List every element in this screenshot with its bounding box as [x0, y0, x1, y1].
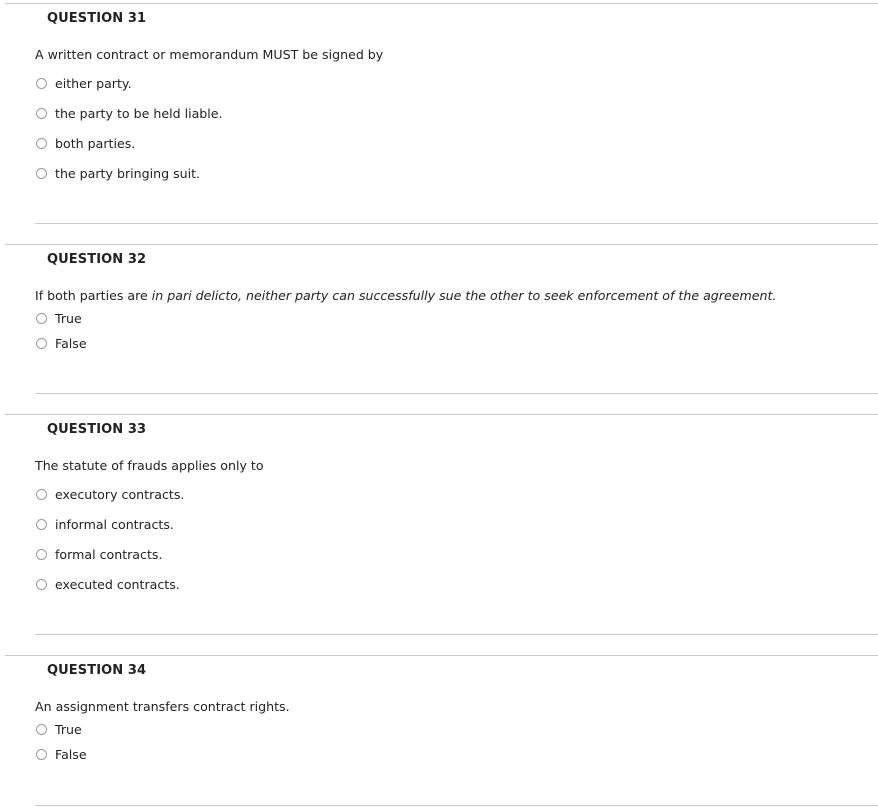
question-text: A written contract or memorandum MUST be signed by: [35, 47, 384, 62]
question-title: QUESTION 34: [47, 663, 147, 678]
radio-button[interactable]: [36, 338, 47, 349]
question-title: QUESTION 32: [47, 252, 147, 267]
radio-button[interactable]: [36, 108, 47, 119]
radio-button[interactable]: [36, 519, 47, 530]
answer-option-either-party[interactable]: [36, 74, 132, 92]
question-text-plain: If both parties are: [35, 288, 152, 303]
answer-option-informal-contracts[interactable]: [36, 515, 174, 533]
question-divider: [35, 634, 878, 635]
radio-button[interactable]: [36, 749, 47, 760]
radio-button[interactable]: [36, 78, 47, 89]
question-divider: [35, 805, 878, 806]
question-divider: [35, 393, 878, 394]
option-label: True: [55, 310, 82, 326]
answer-option-party-held-liable[interactable]: [36, 104, 223, 122]
question-text: An assignment transfers contract rights.: [35, 699, 290, 714]
answer-option-executory-contracts[interactable]: [36, 485, 184, 503]
option-label: False: [55, 746, 87, 762]
radio-button[interactable]: [36, 313, 47, 324]
radio-button[interactable]: [36, 579, 47, 590]
question-title: QUESTION 33: [47, 422, 147, 437]
answer-option-false[interactable]: [36, 334, 87, 352]
radio-button[interactable]: [36, 549, 47, 560]
radio-button[interactable]: [36, 168, 47, 179]
radio-button[interactable]: [36, 489, 47, 500]
radio-button[interactable]: [36, 724, 47, 735]
question-title: QUESTION 31: [47, 11, 147, 26]
option-label: both parties.: [55, 135, 136, 151]
answer-option-true[interactable]: [36, 309, 82, 327]
option-label: either party.: [55, 75, 132, 91]
option-label: the party to be held liable.: [55, 105, 223, 121]
option-label: informal contracts.: [55, 516, 174, 532]
option-label: executory contracts.: [55, 486, 185, 502]
answer-option-party-bringing-suit[interactable]: [36, 164, 200, 182]
answer-option-true[interactable]: [36, 720, 82, 738]
question-divider: [35, 223, 878, 224]
option-label: formal contracts.: [55, 546, 163, 562]
question-text-italic: in pari delicto, neither party can successfully sue the other to seek enforcement of the agreement.: [151, 288, 777, 303]
answer-option-executed-contracts[interactable]: [36, 575, 180, 593]
option-label: the party bringing suit.: [55, 165, 201, 181]
option-label: False: [55, 335, 87, 351]
radio-button[interactable]: [36, 138, 47, 149]
question-text: [35, 288, 776, 303]
answer-option-both-parties[interactable]: [36, 134, 135, 152]
answer-option-formal-contracts[interactable]: [36, 545, 162, 563]
option-label: True: [55, 721, 82, 737]
answer-option-false[interactable]: [36, 745, 87, 763]
question-text: The statute of frauds applies only to: [35, 458, 264, 473]
option-label: executed contracts.: [55, 576, 180, 592]
